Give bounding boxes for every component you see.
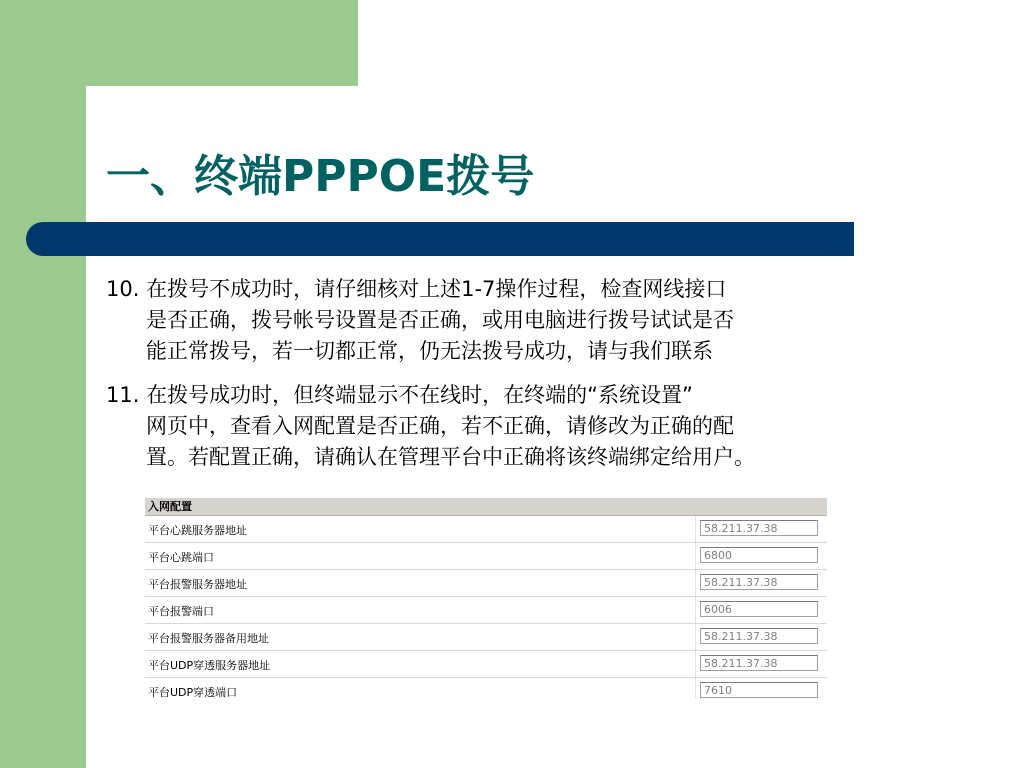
paragraph-text: 在拨号成功时，但终端显示不在线时，在终端的“系统设置” <box>146 383 693 407</box>
config-row <box>145 651 827 678</box>
config-row <box>145 624 827 651</box>
slide-title: 一、终端PPPOE拨号 <box>106 151 535 202</box>
heartbeat-server-address-field[interactable]: 58.211.37.38 <box>700 520 818 536</box>
alarm-port-field[interactable]: 6006 <box>700 601 818 617</box>
green-side-panel <box>0 0 86 768</box>
paragraph-10-line-3: 能正常拨号，若一切都正常，仍无法拨号成功，请与我们联系 <box>146 339 713 363</box>
config-row <box>145 678 827 698</box>
paragraph-11-line-1 <box>106 380 966 411</box>
config-row-label: 平台UDP穿透端口 <box>148 686 238 698</box>
paragraph-11 <box>106 380 966 473</box>
config-section-header: 入网配置 <box>145 498 827 516</box>
config-row <box>145 516 827 543</box>
config-row-label: 平台报警服务器地址 <box>148 578 247 591</box>
title-underline-bar-end <box>846 222 854 256</box>
paragraph-11-line-3: 置。若配置正确，请确认在管理平台中正确将该终端绑定给用户。 <box>146 445 755 469</box>
udp-penetration-server-address-field[interactable]: 58.211.37.38 <box>700 655 818 671</box>
config-row-label: 平台心跳端口 <box>148 551 214 564</box>
config-row-label: 平台心跳服务器地址 <box>148 524 247 537</box>
title-underline-bar <box>26 222 854 256</box>
config-row-label: 平台报警服务器备用地址 <box>148 632 269 645</box>
config-row <box>145 570 827 597</box>
config-row <box>145 597 827 624</box>
green-top-panel <box>0 0 358 86</box>
udp-penetration-port-field[interactable]: 7610 <box>700 682 818 698</box>
alarm-backup-server-address-field[interactable]: 58.211.37.38 <box>700 628 818 644</box>
paragraph-number: 11. <box>106 383 140 407</box>
paragraph-text: 在拨号不成功时，请仔细核对上述1-7操作过程，检查网线接口 <box>146 277 727 301</box>
network-config-screenshot <box>145 498 827 698</box>
paragraph-10 <box>106 274 966 367</box>
paragraph-11-line-2: 网页中，查看入网配置是否正确，若不正确，请修改为正确的配 <box>146 414 734 438</box>
alarm-server-address-field[interactable]: 58.211.37.38 <box>700 574 818 590</box>
paragraph-10-line-1 <box>106 274 966 305</box>
heartbeat-port-field[interactable]: 6800 <box>700 547 818 563</box>
config-row-label: 平台报警端口 <box>148 605 214 618</box>
config-row <box>145 543 827 570</box>
paragraph-10-line-2: 是否正确，拨号帐号设置是否正确，或用电脑进行拨号试试是否 <box>146 308 734 332</box>
paragraph-number: 10. <box>106 277 140 301</box>
config-row-label: 平台UDP穿透服务器地址 <box>148 659 271 672</box>
